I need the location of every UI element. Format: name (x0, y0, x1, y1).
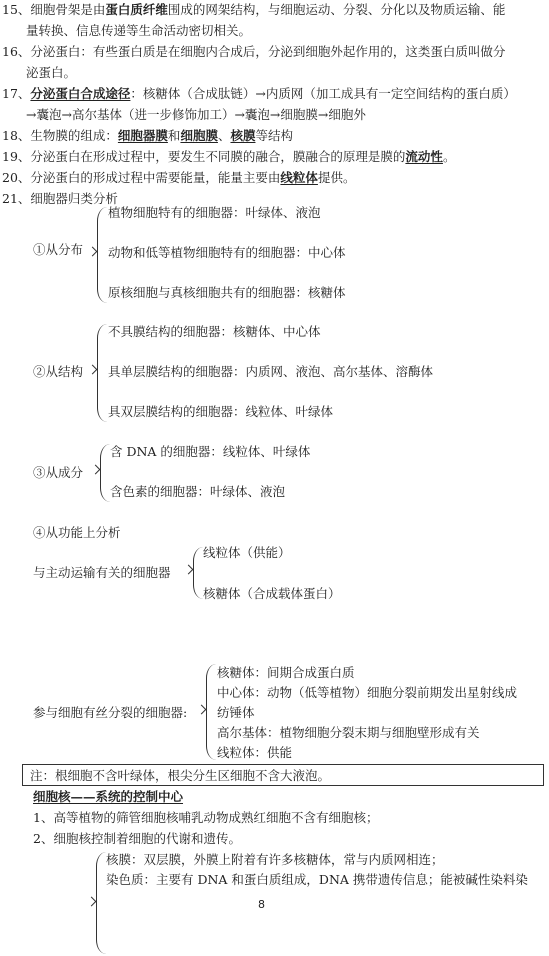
item-20: 20、分泌蛋白的形成过程中需要能量，能量主要由线粒体提供。 (2, 170, 356, 185)
item-18-keyword-1: 细胞器膜 (117, 128, 168, 143)
nucleus-point-2: 2、细胞核控制着细胞的代谢和遗传。 (33, 831, 241, 846)
mitosis-label: 参与细胞有丝分裂的细胞器: (33, 705, 188, 720)
note-text: 注：根细胞不含叶绿体，根尖分生区细胞不含大液泡。 (30, 768, 331, 783)
struct-brace (97, 324, 108, 422)
mitosis-item-centro-1: 中心体：动物（低等植物）细胞分裂前期发出星射线成 (217, 685, 518, 700)
item-15-keyword: 蛋白质纤维 (105, 2, 168, 17)
dist-item-animal: 动物和低等植物细胞特有的细胞器：中心体 (108, 245, 346, 260)
item-21: 21、细胞器归类分析 (2, 191, 118, 206)
struct-item-single: 具单层膜结构的细胞器：内质网、液泡、高尔基体、溶酶体 (108, 364, 434, 379)
func-brace-tip (184, 565, 194, 575)
item-17-line-1: 17、分泌蛋白合成途径：核糖体（合成肽链）→内质网（加工成具有一定空间结构的蛋白质） (2, 86, 516, 101)
dist-label: ①从分布 (33, 242, 84, 257)
func-title: ④从功能上分析 (33, 525, 121, 540)
comp-item-dna: 含 DNA 的细胞器：线粒体、叶绿体 (110, 444, 311, 459)
func-item-ribo: 核糖体（合成载体蛋白） (203, 586, 341, 601)
mitosis-item-ribo: 核糖体：间期合成蛋白质 (217, 665, 355, 680)
func-label: 与主动运输有关的细胞器 (33, 565, 171, 580)
item-16-line-2: 泌蛋白。 (26, 65, 77, 80)
item-19-keyword: 流动性 (405, 149, 443, 164)
nucleus-title: 细胞核——系统的控制中心 (33, 789, 184, 804)
item-17-keyword: 分泌蛋白合成途径 (30, 86, 131, 101)
mitosis-item-mito: 线粒体：供能 (217, 745, 293, 760)
item-18-keyword-3: 核膜 (230, 128, 256, 143)
struct-item-double: 具双层膜结构的细胞器：线粒体、叶绿体 (108, 404, 334, 419)
item-18: 18、生物膜的组成：细胞器膜和细胞膜、核膜等结构 (2, 128, 293, 143)
mitosis-brace (206, 664, 217, 760)
item-20-keyword: 线粒体 (280, 170, 318, 185)
nucleus-item-membrane: 核膜：双层膜，外膜上附着有许多核糖体，常与内质网相连； (106, 852, 444, 867)
mitosis-item-centro-2: 纺锤体 (217, 705, 255, 720)
dist-brace (97, 207, 108, 303)
struct-label: ②从结构 (33, 364, 84, 379)
item-17-line-2: →囊泡→高尔基体（进一步修饰加工）→囊泡→细胞膜→细胞外 (26, 107, 366, 122)
item-18-keyword-2: 细胞膜 (180, 128, 218, 143)
item-15-line-2: 量转换、信息传递等生命活动密切相关。 (26, 23, 252, 38)
comp-item-pigment: 含色素的细胞器：叶绿体、液泡 (110, 484, 286, 499)
struct-brace-tip (88, 365, 98, 375)
nucleus-brace-tip (87, 897, 97, 907)
comp-label: ③从成分 (33, 465, 84, 480)
mitosis-brace-tip (197, 705, 207, 715)
nucleus-point-1: 1、高等植物的筛管细胞核哺乳动物成熟红细胞不含有细胞核； (33, 810, 379, 825)
dist-brace-tip (88, 247, 98, 257)
func-item-mito: 线粒体（供能） (203, 545, 291, 560)
item-15-line-1: 15、细胞骨架是由蛋白质纤维围成的网架结构，与细胞运动、分裂、分化以及物质运输、能 (2, 2, 506, 17)
item-16-line-1: 16、分泌蛋白：有些蛋白质是在细胞内合成后，分泌到细胞外起作用的，这类蛋白质叫做分 (2, 44, 506, 59)
struct-item-none: 不具膜结构的细胞器：核糖体、中心体 (108, 324, 321, 339)
mitosis-item-golgi: 高尔基体：植物细胞分裂末期与细胞壁形成有关 (217, 725, 480, 740)
page-number: 8 (258, 898, 265, 911)
item-19: 19、分泌蛋白在形成过程中，要发生不同膜的融合，膜融合的原理是膜的流动性。 (2, 149, 456, 164)
dist-item-shared: 原核细胞与真核细胞共有的细胞器：核糖体 (108, 285, 346, 300)
comp-brace-tip (91, 465, 101, 475)
nucleus-item-chromatin: 染色质：主要有 DNA 和蛋白质组成，DNA 携带遗传信息；能被碱性染料染 (106, 872, 528, 887)
dist-item-plant: 植物细胞特有的细胞器：叶绿体、液泡 (108, 205, 321, 220)
